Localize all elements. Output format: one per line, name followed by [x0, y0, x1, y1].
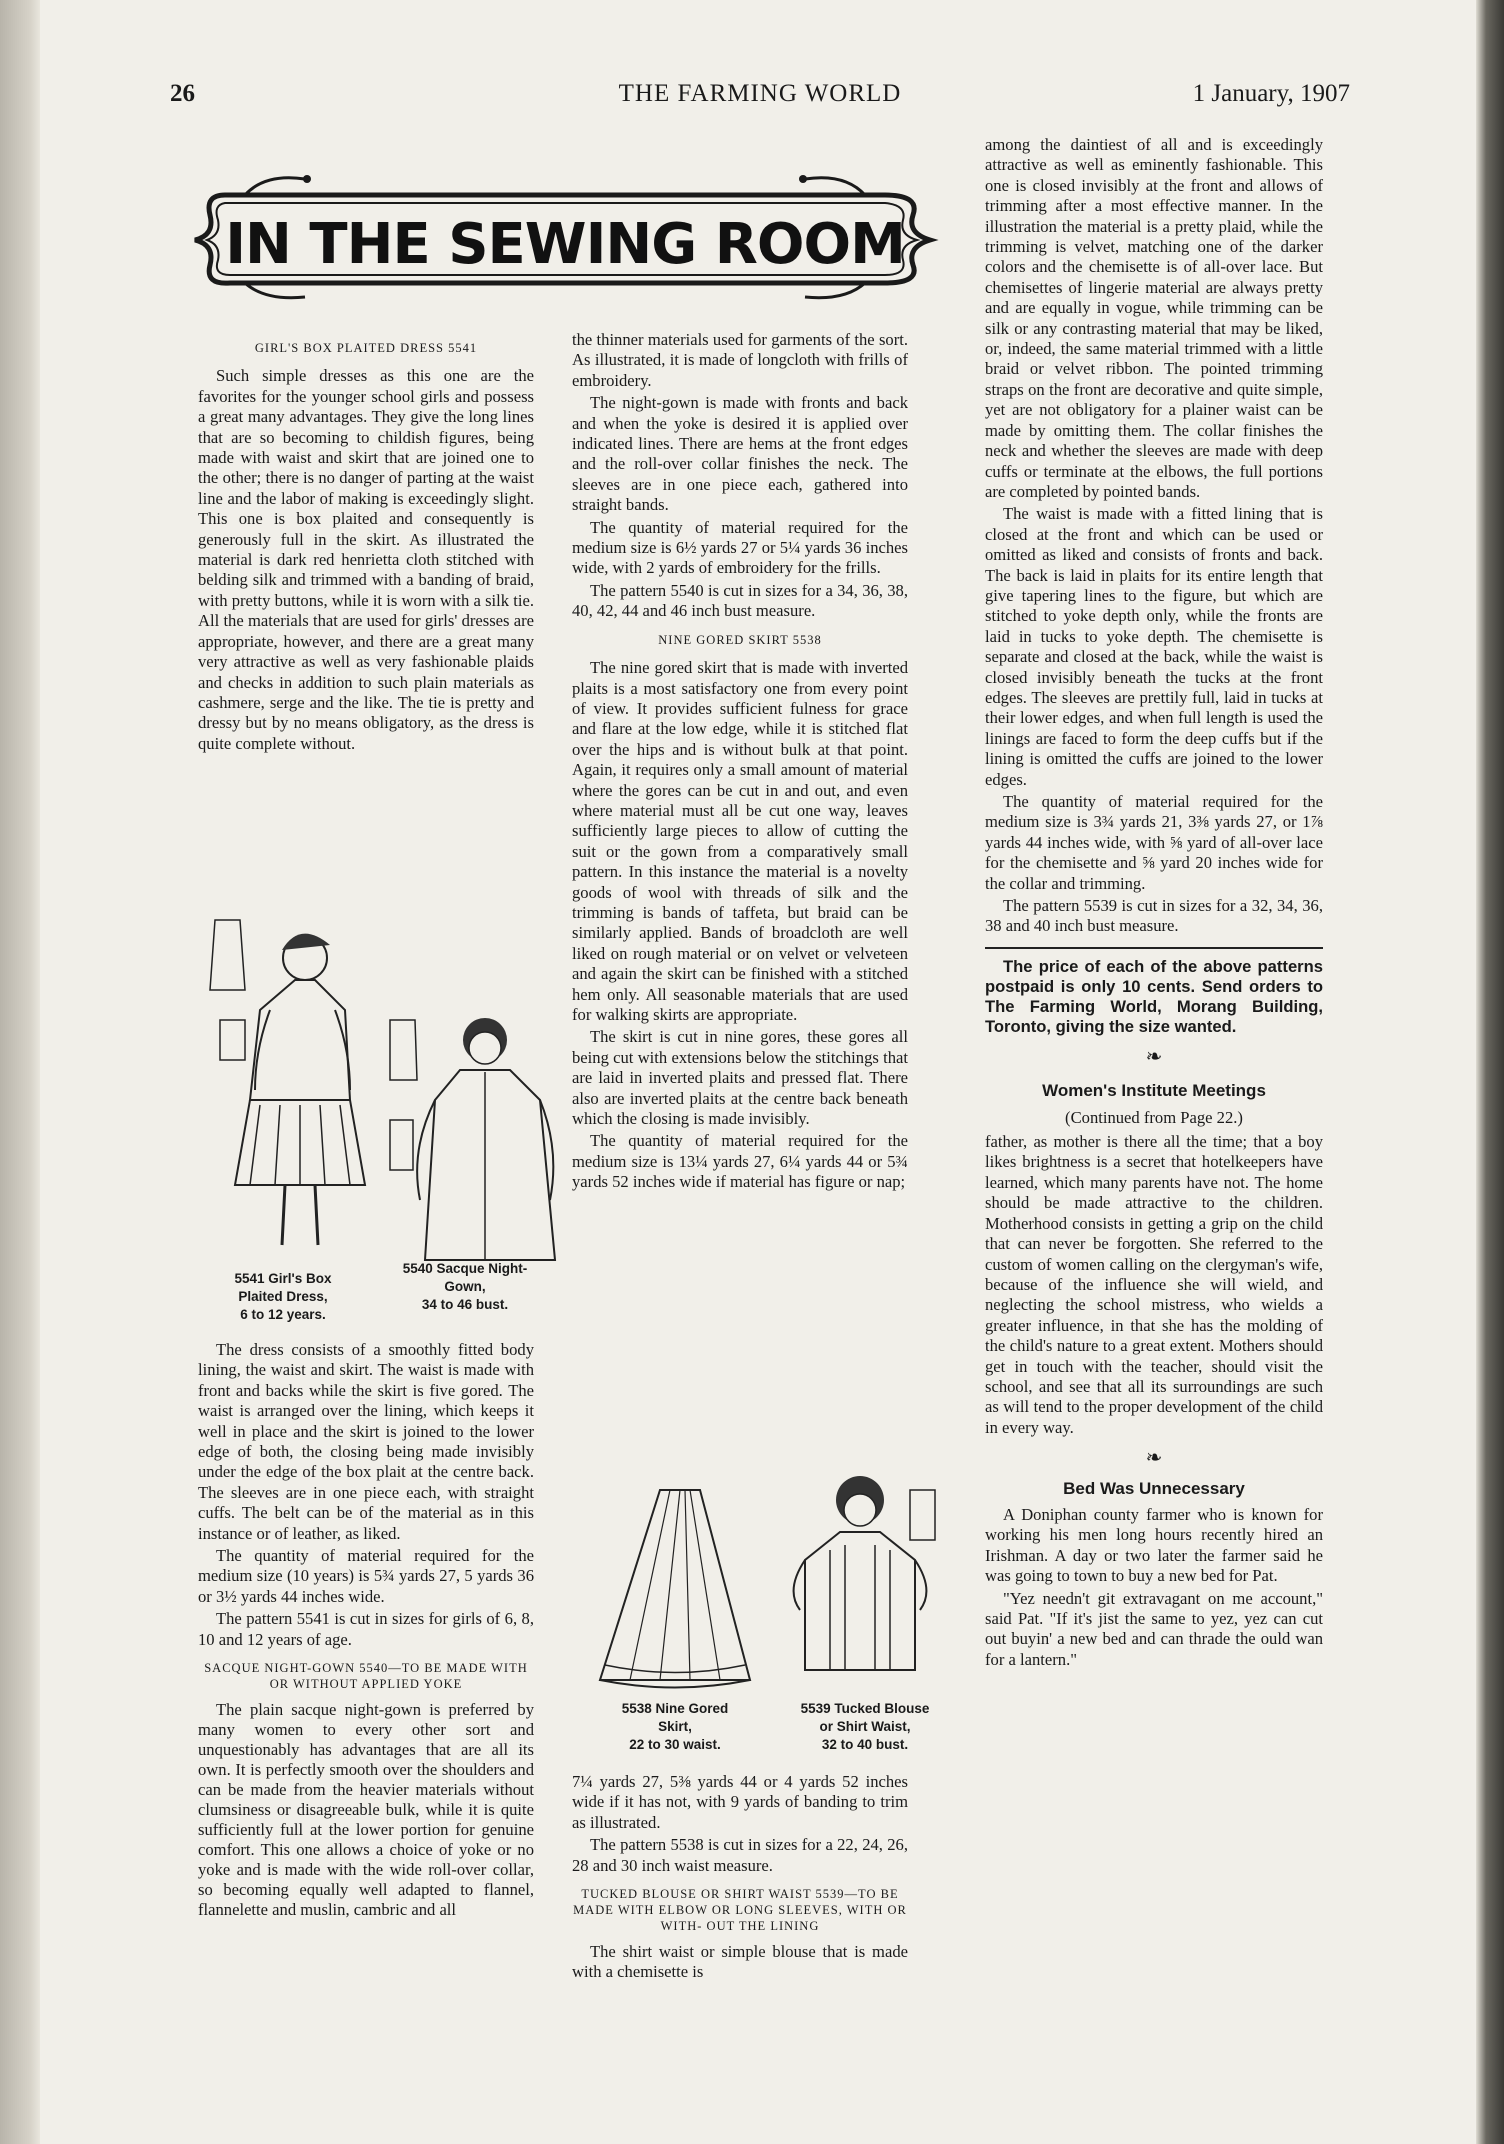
banner-title: IN THE SEWING ROOM [225, 212, 905, 277]
paragraph: Such simple dresses as this one are the favorites for the younger school girls and possess a great many advantages. They give the long lines that are so becoming to childish figures, being made with waist and skirt that are joined one to the other; there is no danger of parting at the waist line and the labor of making is exceedingly slight. This one is box plaited and consequently is generously full in the skirt. As illustrated the material is dark red henrietta cloth stitched with belding silk and trimmed with a banding of braid, with pretty buttons, while it is worn with a silk tie. All the materials that are used for girls' dresses are appropriate, however, and there are a great many very attractive as well as very fashionable plaids and checks in addition to such plain materials as cashmere, serge and the like. The tie is pretty and dressy but by no means obligatory, as the dress is quite complete without. [198, 366, 534, 753]
column-3 [985, 135, 1323, 1670]
paragraph: father, as mother is there all the time; that a boy likes brightness is a secret that hotelkeepers have learned, which many parents have not. The home should be made attractive to the children. Motherhood consists in getting a grip on the child that can never be forgotten. She referred to the custom of women calling on the clergyman's wife, because of the influence she will wield, and neglecting the school mistress, who wields a greater influence, in that she has the molding of the child's nature to a great extent. Mothers should get in touch with the teacher, should visit the school, and see that all its surroundings are such as will tend to the proper development of the child in every way. [985, 1132, 1323, 1437]
heading-5541: GIRL'S BOX PLAITED DRESS 5541 [254, 341, 478, 355]
paragraph: The waist is made with a fitted lining that is closed at the front and which can be used or omitted as liked and consists of fronts and back. The back is laid in plaits for its entire length that give tapering lines to the figure, but which are stitched to yoke depth only, while the fronts are laid in tucks to yoke depth. The chemisette is separate and closed at the back, while the waist is closed invisibly beneath the tucks at the front edges. The sleeves are prettily full, laid in tucks at their lower edges, and when full length is used the linings are faced to form the deep cuffs but if the lining is omitted the cuffs are joined to the lower edges. [985, 504, 1323, 789]
column-1-continued [198, 1340, 534, 1920]
column-2-continued [572, 1772, 908, 1983]
heading-5538: NINE GORED SKIRT 5538 [658, 632, 822, 647]
column-2 [572, 330, 908, 1193]
fleuron-ornament: ❧ [1145, 1447, 1163, 1470]
paragraph: The pattern 5539 is cut in sizes for a 32, 34, 36, 38 and 40 inch bust measure. [985, 896, 1323, 936]
paragraph: The pattern 5540 is cut in sizes for a 34, 36, 38, 40, 42, 44 and 46 inch bust measure. [572, 580, 908, 621]
illustration-5540-night-gown [385, 1010, 565, 1270]
scan-right-edge [1476, 0, 1504, 2144]
paragraph: "Yez needn't git extravagant on me account," said Pat. "If it's jist the same to yez, yez can cut out buyin' a new bed and can thrade the ould wan for a lantern." [985, 1588, 1323, 1669]
column-1 [198, 330, 534, 754]
section-banner [185, 165, 945, 305]
price-notice: The price of each of the above patterns postpaid is only 10 cents. Send orders to The Farming World, Morang Building, Toronto, giving the size wanted. [985, 956, 1323, 1036]
illustration-5538-skirt [590, 1480, 760, 1700]
divider [985, 947, 1323, 949]
paragraph: The dress consists of a smoothly fitted body lining, the waist and skirt. The waist is made with front and backs while the skirt is five gored. The waist is arranged over the lining, which keeps it well in place and the skirt is joined to the lower edge of both, the closing being made invisibly under the edge of the box plait at the centre back. The sleeves are in one piece each, with straight cuffs. The belt can be of the material as in this instance or of leather, as liked. [198, 1340, 534, 1543]
paragraph: The skirt is cut in nine gores, these gores all being cut with extensions below the stitchings that are laid in inverted plaits and pressed flat. There also are inverted plaits at the centre back beneath which the closing is made invisibly. [572, 1027, 908, 1129]
page-header [170, 80, 1350, 116]
paragraph: 7¼ yards 27, 5⅜ yards 44 or 4 yards 52 inches wide if it has not, with 9 yards of banding to trim as illustrated. [572, 1772, 908, 1832]
paragraph: The plain sacque night-gown is preferred by many women to every other sort and unquestionably has advantages that are all its own. It is perfectly smooth over the shoulders and can be made from the heavier materials without clumsiness or disagreeable bulk, while it is quite sufficiently full at the lower portion for genuine comfort. This one allows a choice of yoke or no yoke and is made with the wide roll-over collar, so becoming equally well adapted to flannel, flannelette and muslin, cambric and all [198, 1700, 534, 1920]
paragraph: The shirt waist or simple blouse that is made with a chemisette is [572, 1942, 908, 1982]
illustration-5539-blouse [790, 1470, 940, 1700]
page-number: 26 [170, 80, 195, 107]
paragraph: The quantity of material required for the medium size (10 years) is 5¾ yards 27, 5 yards 36 or 3½ yards 44 inches wide. [198, 1546, 534, 1606]
fleuron-ornament: ❧ [1145, 1045, 1163, 1068]
paragraph: The quantity of material required for the medium size is 3¾ yards 21, 3⅜ yards 27, or 1⅞ yards 44 inches wide, with ⅝ yard of all-over lace for the chemisette and ⅝ yard 20 inches wide for the collar and trimming. [985, 792, 1323, 893]
heading-bed: Bed Was Unnecessary [1063, 1478, 1245, 1498]
continued-note: (Continued from Page 22.) [1065, 1107, 1243, 1127]
heading-womens-institute: Women's Institute Meetings [1042, 1081, 1266, 1101]
scan-left-edge [0, 0, 40, 2144]
caption-5539: 5539 Tucked Blouse or Shirt Waist, 32 to 40 bust. [800, 1701, 930, 1752]
paragraph: The pattern 5538 is cut in sizes for a 22, 24, 26, 28 and 30 inch waist measure. [572, 1835, 908, 1875]
caption-5540: 5540 Sacque Night- Gown, 34 to 46 bust. [402, 1261, 528, 1312]
paragraph: The quantity of material required for the medium size is 6½ yards 27 or 5¼ yards 36 inches wide, with 2 yards of embroidery for the frills. [572, 517, 908, 578]
issue-date: 1 January, 1907 [1192, 80, 1350, 107]
illustration-5541-girls-dress [200, 900, 400, 1270]
paragraph: The pattern 5541 is cut in sizes for girls of 6, 8, 10 and 12 years of age. [198, 1609, 534, 1649]
paragraph: The night-gown is made with fronts and back and when the yoke is desired it is applied over indicated lines. There are hems at the front edges and the roll-over collar finishes the neck. The sleeves are in one piece each, gathered into straight bands. [572, 393, 908, 515]
heading-5539: TUCKED BLOUSE OR SHIRT WAIST 5539—TO BE MADE WITH ELBOW OR LONG SLEEVES, WITH OR WITH- OUT THE LINING [573, 1887, 907, 1934]
publication-title: THE FARMING WORLD [618, 80, 902, 107]
caption-5538: 5538 Nine Gored Skirt, 22 to 30 waist. [621, 1701, 729, 1752]
heading-5540: SACQUE NIGHT-GOWN 5540—TO BE MADE WITH OR WITHOUT APPLIED YOKE [204, 1661, 528, 1692]
paragraph: the thinner materials used for garments of the sort. As illustrated, it is made of longcloth with frills of embroidery. [572, 330, 908, 390]
caption-5541: 5541 Girl's Box Plaited Dress, 6 to 12 years. [234, 1271, 332, 1322]
paragraph: The nine gored skirt that is made with inverted plaits is a most satisfactory one from every point of view. It provides sufficient fulness for grace and flare at the low edge, while it is stitched flat over the hips and is without bulk at that point. Again, it requires only a small amount of material where the gores can be cut in and out, and even where material must all be cut one way, leaves sufficiently large pieces to allow of cutting the suit or the gown from a comparatively small pattern. In this instance the material is a novelty goods of wool with threads of silk and the trimming is bands of taffeta, but braid can be similarly applied. Bands of broadcloth are well liked on rough material or on velvet or velveteen and again the skirt can be finished with a stitched hem only. All seasonable materials that are used for walking skirts are appropriate. [572, 658, 908, 1024]
paragraph: The quantity of material required for the medium size is 13¼ yards 27, 6¼ yards 44 or 5¾ yards 52 inches wide if material has figure or nap; [572, 1131, 908, 1192]
paragraph: A Doniphan county farmer who is known for working his men long hours recently hired an Irishman. A day or two later the farmer said he was going to town to buy a new bed for Pat. [985, 1504, 1323, 1586]
paragraph: among the daintiest of all and is exceedingly attractive as well as eminently fashionable. This one is closed invisibly at the front and allows of trimming after a most effective manner. In the illustration the material is a pretty plaid, while the trimming is velvet, matching one of the darker colors and the chemisette is of all-over lace. But chemisettes of lingerie material are always pretty and are equally in vogue, while trimming can be silk or any contrasting material that may be liked, or, indeed, the same material trimmed with a little braid or velvet ribbon. The pointed trimming straps on the front are decorative and quite simple, yet are not obligatory for a plainer waist can be made by omitting them. The collar finishes the neck and whether the sleeves are made with deep cuffs or terminate at the elbows, the full portions are completed by pointed bands. [985, 135, 1323, 501]
